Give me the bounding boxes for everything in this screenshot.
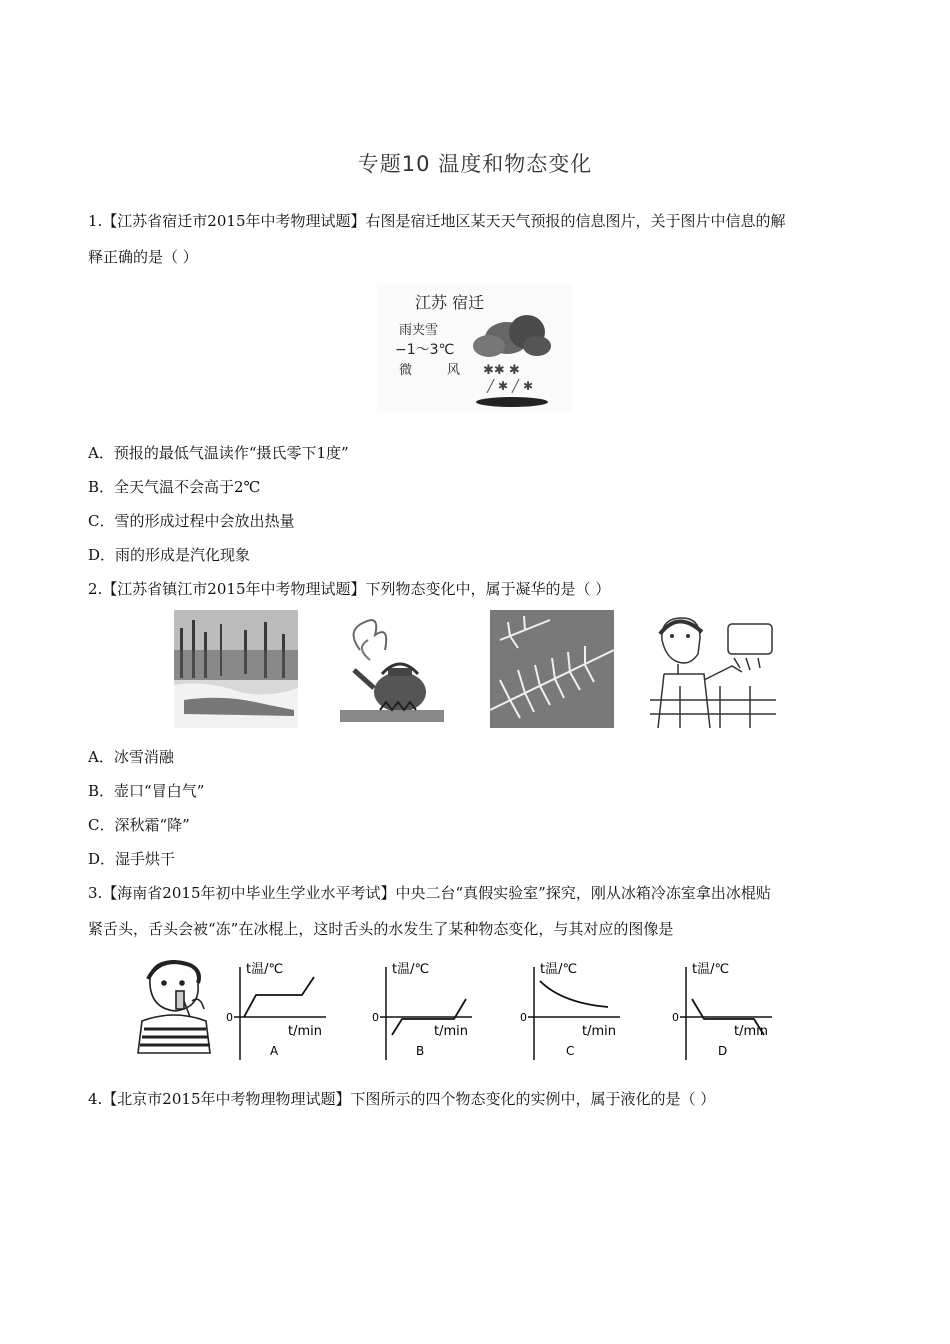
q3-figure (130, 955, 820, 1067)
forecast-temperature: −1～3℃ (395, 342, 455, 358)
ice-melting-photo (174, 610, 298, 728)
frost-branch-photo (490, 610, 614, 728)
hand-dryer-photo (650, 610, 776, 728)
q2-option-c: C．深秋霜“降” (88, 816, 190, 834)
boy-with-ice-pop-illustration (138, 961, 210, 1053)
graph-d (672, 962, 772, 1060)
graph-a-label: A (270, 1044, 279, 1058)
graph-a-ylabel: t温/℃ (246, 962, 284, 977)
graph-d-xlabel: t/min (734, 1024, 768, 1039)
graph-c-origin: 0 (520, 1011, 527, 1024)
graph-a-xlabel: t/min (288, 1024, 322, 1039)
graph-d-label: D (718, 1044, 728, 1058)
graph-b-label: B (416, 1044, 425, 1058)
graph-c (520, 962, 620, 1060)
forecast-weather: 雨夹雪 (399, 323, 439, 338)
q1-option-d: D．雨的形成是汽化现象 (88, 546, 251, 564)
q1-option-a: A．预报的最低气温读作“摄氏零下1度” (88, 444, 349, 462)
q2-option-b: B．壶口“冒白气” (88, 782, 205, 800)
svg-text:╱ ✱ ╱ ✱: ╱ ✱ ╱ ✱ (487, 379, 534, 393)
kettle-steam-photo (330, 610, 454, 728)
q2-option-a: A．冰雪消融 (88, 748, 174, 766)
graph-b-ylabel: t温/℃ (392, 962, 430, 977)
graph-d-origin: 0 (672, 1011, 679, 1024)
forecast-wind-2: 风 (447, 363, 461, 378)
graph-d-ylabel: t温/℃ (692, 962, 730, 977)
page-title: 专题10 温度和物态变化 (357, 152, 593, 176)
q3-stem-line2: 紧舌头，舌头会被“冻”在冰棍上，这时舌头的水发生了某种物态变化，与其对应的图像是 (88, 920, 674, 938)
q3-stem-line1: 3.【海南省2015年初中毕业生学业水平考试】中央二台“真假实验室”探究，刚从冰箱冷冻室拿出冰棍贴 (88, 884, 771, 902)
q1-option-b: B．全天气温不会高于2℃ (88, 478, 261, 496)
graph-c-label: C (566, 1044, 575, 1058)
forecast-place: 江苏 宿迁 (415, 293, 485, 312)
graph-a (226, 962, 326, 1060)
q1-stem-line1: 1.【江苏省宿迁市2015年中考物理试题】右图是宿迁地区某天天气预报的信息图片，关于图片中信息的解 (88, 212, 786, 230)
q4-stem: 4.【北京市2015年中考物理物理试题】下图所示的四个物态变化的实例中，属于液化的是（ ） (88, 1090, 716, 1108)
graph-b-xlabel: t/min (434, 1024, 468, 1039)
graph-b-origin: 0 (372, 1011, 379, 1024)
graph-c-ylabel: t温/℃ (540, 962, 578, 977)
graph-c-xlabel: t/min (582, 1024, 616, 1039)
q2-option-d: D．湿手烘干 (88, 850, 176, 868)
forecast-wind-1: 微 (399, 363, 413, 378)
q1-stem-line2: 释正确的是（ ） (88, 248, 198, 266)
ground-shadow (476, 397, 548, 407)
graph-a-origin: 0 (226, 1011, 233, 1024)
q2-stem: 2.【江苏省镇江市2015年中考物理试题】下列物态变化中，属于凝华的是（ ） (88, 580, 611, 598)
weather-forecast-image (377, 284, 572, 412)
q1-option-c: C．雪的形成过程中会放出热量 (88, 512, 295, 530)
svg-text:✱✱ ✱: ✱✱ ✱ (483, 363, 520, 378)
graph-b (372, 962, 472, 1060)
